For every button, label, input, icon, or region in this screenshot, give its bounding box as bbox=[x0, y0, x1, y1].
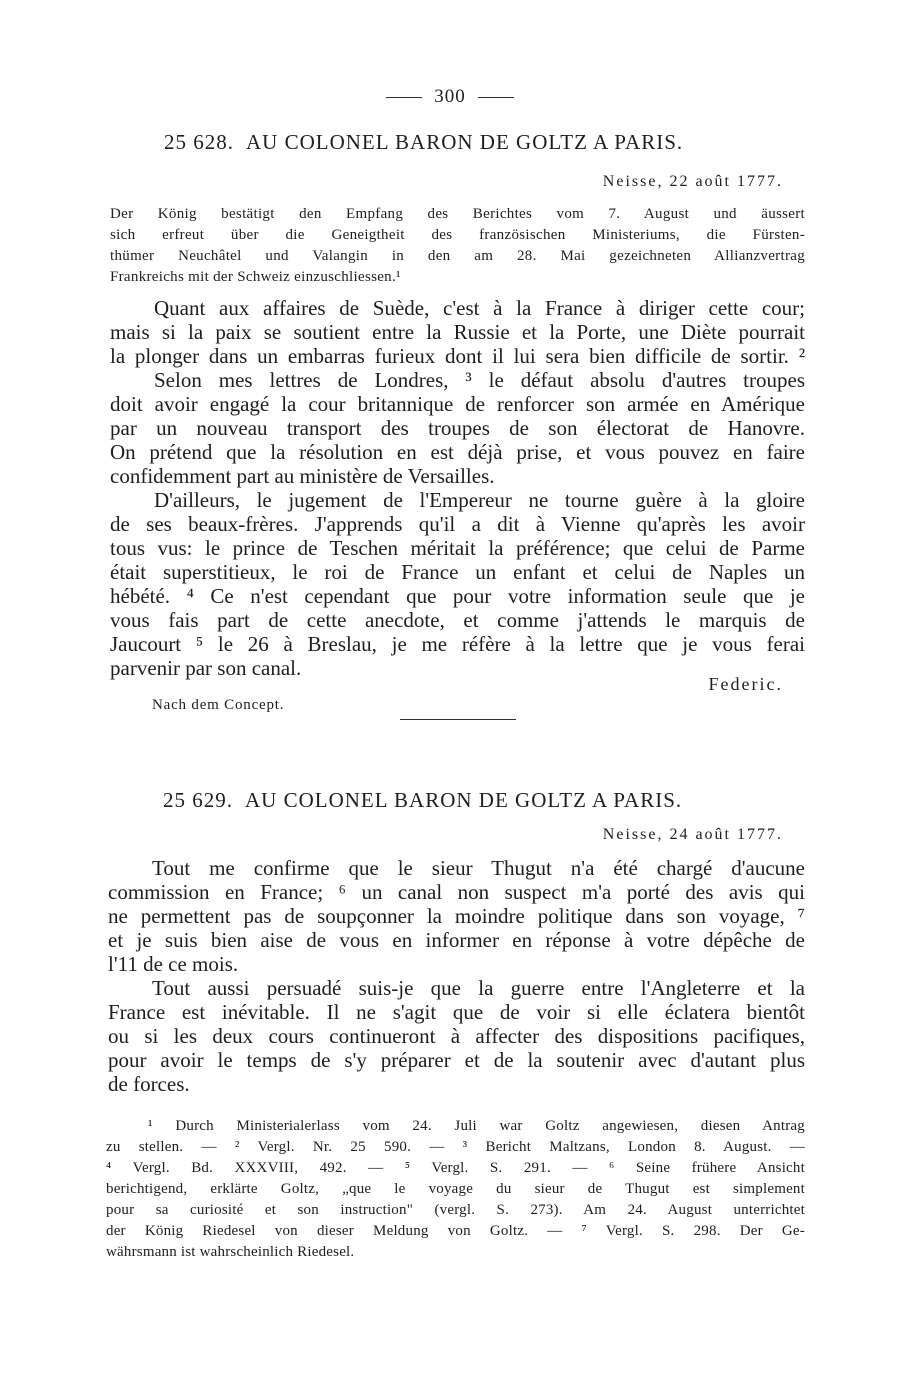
footnotes bbox=[106, 1116, 805, 1263]
body-line: On prétend que la résolution en est déjà prise, et vous pouvez en faire bbox=[110, 440, 805, 464]
letter-1-dateline: Neisse, 22 août 1777. bbox=[602, 173, 783, 190]
summary-line: sich erfreut über die Geneigtheit des französischen Ministeriums, die Fürsten- bbox=[110, 227, 805, 243]
body-line: Quant aux affaires de Suède, c'est à la France à diriger cette cour; bbox=[154, 296, 805, 320]
footnote-line: berichtigend, erklärte Goltz, „que le voyage du sieur de Thugut est simplement bbox=[106, 1181, 805, 1197]
letter-2-body bbox=[108, 856, 805, 1096]
body-line: doit avoir engagé la cour britannique de renforcer son armée en Amérique bbox=[110, 392, 805, 416]
body-line: de forces. bbox=[108, 1072, 190, 1096]
body-line: ne permettent pas de soupçonner la moindre politique dans son voyage, ⁷ bbox=[108, 904, 805, 928]
letter-1-source-note: Nach dem Concept. bbox=[152, 697, 285, 713]
letter-1-signature: Federic. bbox=[708, 674, 783, 694]
footnote-line: zu stellen. — ² Vergl. Nr. 25 590. — ³ Bericht Maltzans, London 8. August. — bbox=[106, 1139, 805, 1155]
body-line: de ses beaux-frères. J'apprends qu'il a dit à Vienne qu'après les avoir bbox=[110, 512, 805, 536]
body-line: l'11 de ce mois. bbox=[108, 952, 239, 976]
footnote-line: ⁴ Vergl. Bd. XXXVIII, 492. — ⁵ Vergl. S. 291. — ⁶ Seine frühere Ansicht bbox=[106, 1160, 805, 1176]
body-line: pour avoir le temps de s'y préparer et de la soutenir avec d'autant plus bbox=[108, 1048, 805, 1072]
section-divider bbox=[400, 719, 516, 720]
letter-2-number: 25 629. bbox=[163, 788, 233, 812]
body-line: Tout aussi persuadé suis-je que la guerre entre l'Angleterre et la bbox=[152, 976, 805, 1000]
body-line: D'ailleurs, le jugement de l'Empereur ne tourne guère à la gloire bbox=[154, 488, 805, 512]
footnote-line: pour sa curiosité et son instruction" (vergl. S. 273). Am 24. August unterrichtet bbox=[106, 1202, 805, 1218]
page-number-rule-right bbox=[478, 97, 514, 98]
letter-2-dateline: Neisse, 24 août 1777. bbox=[602, 826, 783, 843]
footnote-line: der König Riedesel von dieser Meldung von Goltz. — ⁷ Vergl. S. 298. Der Ge- bbox=[106, 1223, 805, 1239]
body-line: commission en France; ⁶ un canal non suspect m'a porté des avis qui bbox=[108, 880, 805, 904]
body-line: vous fais part de cette anecdote, et comme j'attends le marquis de bbox=[110, 608, 805, 632]
body-line: la plonger dans un embarras furieux dont il lui sera bien difficile de sortir. ² bbox=[110, 344, 805, 368]
body-line: et je suis bien aise de vous en informer en réponse à votre dépêche de bbox=[108, 928, 805, 952]
letter-2-heading bbox=[163, 788, 682, 813]
page-number-rule-left bbox=[386, 97, 422, 98]
letter-2-title: AU COLONEL BARON DE GOLTZ A PARIS. bbox=[245, 788, 683, 812]
body-line: parvenir par son canal. bbox=[110, 656, 302, 680]
body-line: ou si les deux cours continueront à affecter des dispositions pacifiques, bbox=[108, 1024, 805, 1048]
letter-1-summary bbox=[110, 204, 805, 288]
letter-1-heading bbox=[164, 130, 683, 155]
page-number bbox=[0, 86, 900, 108]
summary-line: Frankreichs mit der Schweiz einzuschliessen.¹ bbox=[110, 269, 401, 285]
body-line: mais si la paix se soutient entre la Russie et la Porte, une Diète pourrait bbox=[110, 320, 805, 344]
body-line: était superstitieux, le roi de France un enfant et celui de Naples un bbox=[110, 560, 805, 584]
body-line: par un nouveau transport des troupes de son électorat de Hanovre. bbox=[110, 416, 805, 440]
footnote-line: ¹ Durch Ministerialerlass vom 24. Juli war Goltz angewiesen, diesen Antrag bbox=[148, 1118, 805, 1134]
page-number-text: 300 bbox=[434, 86, 466, 107]
body-line: tous vus: le prince de Teschen méritait la préférence; que celui de Parme bbox=[110, 536, 805, 560]
body-line: Tout me confirme que le sieur Thugut n'a été chargé d'aucune bbox=[152, 856, 805, 880]
letter-1-body bbox=[110, 296, 805, 680]
summary-line: Der König bestätigt den Empfang des Berichtes vom 7. August und äussert bbox=[110, 206, 805, 222]
letter-1-number: 25 628. bbox=[164, 130, 234, 154]
body-line: confidemment part au ministère de Versailles. bbox=[110, 464, 495, 488]
footnote-line: währsmann ist wahrscheinlich Riedesel. bbox=[106, 1244, 355, 1260]
body-line: France est inévitable. Il ne s'agit que de voir si elle éclatera bientôt bbox=[108, 1000, 805, 1024]
body-line: hébété. ⁴ Ce n'est cependant que pour votre information seule que je bbox=[110, 584, 805, 608]
letter-1-title: AU COLONEL BARON DE GOLTZ A PARIS. bbox=[246, 130, 684, 154]
body-line: Jaucourt ⁵ le 26 à Breslau, je me réfère à la lettre que je vous ferai bbox=[110, 632, 805, 656]
body-line: Selon mes lettres de Londres, ³ le défaut absolu d'autres troupes bbox=[154, 368, 805, 392]
summary-line: thümer Neuchâtel und Valangin in den am 28. Mai gezeichneten Allianzvertrag bbox=[110, 248, 805, 264]
